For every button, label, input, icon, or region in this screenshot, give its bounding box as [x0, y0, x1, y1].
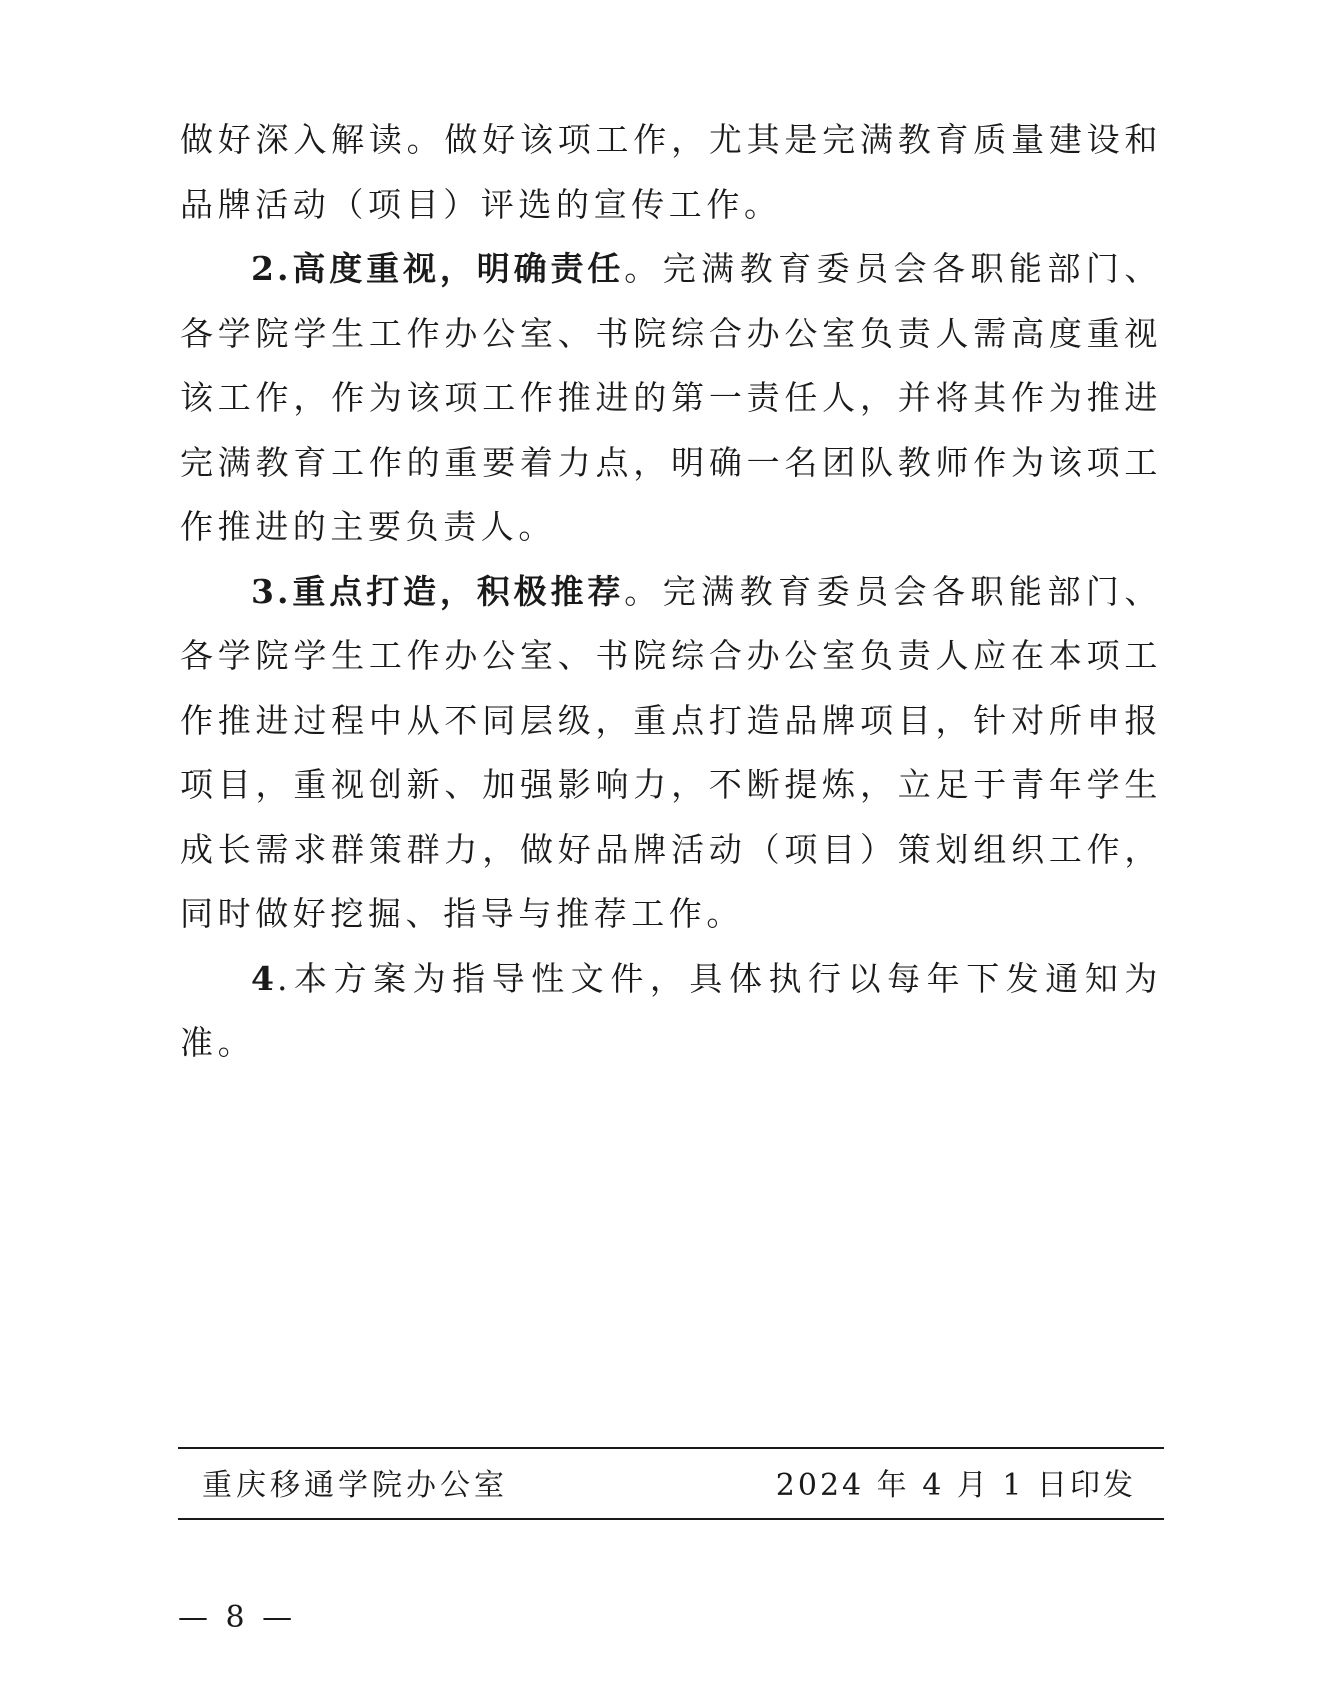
footer-bottom-rule	[178, 1518, 1164, 1520]
paragraph-text: 做好深入解读。做好该项工作，尤其是完满教育质量建设和品牌活动（项目）评选的宣传工作。	[180, 120, 1162, 224]
paragraph-text: 。完满教育委员会各职能部门、各学院学生工作办公室、书院综合办公室负责人需高度重视该工作，作为该项工作推进的第一责任人，并将其作为推进完满教育工作的重要着力点，明确一名团队教师作为该项工作推进的主要负责人。	[180, 249, 1163, 546]
paragraph-item-2	[180, 237, 1162, 560]
page-number: — 8 —	[178, 1600, 297, 1635]
document-body	[180, 108, 1162, 1076]
paragraph-continuation	[180, 108, 1162, 237]
issue-date: 2024 年 4 月 1 日印发	[775, 1468, 1136, 1503]
paragraph-item-3	[180, 560, 1162, 947]
paragraph-text: 。完满教育委员会各职能部门、各学院学生工作办公室、书院综合办公室负责人应在本项工作推进过程中从不同层级，重点打造品牌项目，针对所申报项目，重视创新、加强影响力，不断提炼，立足于青年学生成长需求群策群力，做好品牌活动（项目）策划组织工作，同时做好挖掘、指导与推荐工作。	[180, 571, 1163, 933]
paragraph-text: .本方案为指导性文件，具体执行以每年下发通知为准。	[180, 958, 1162, 1062]
issuer-name: 重庆移通学院办公室	[202, 1468, 508, 1503]
footer-top-rule	[178, 1447, 1164, 1449]
paragraph-item-4	[180, 947, 1162, 1076]
paragraph-heading: 2.高度重视，明确责任	[251, 249, 625, 288]
paragraph-heading: 4	[251, 958, 277, 998]
paragraph-heading: 3.重点打造，积极推荐	[251, 571, 625, 611]
